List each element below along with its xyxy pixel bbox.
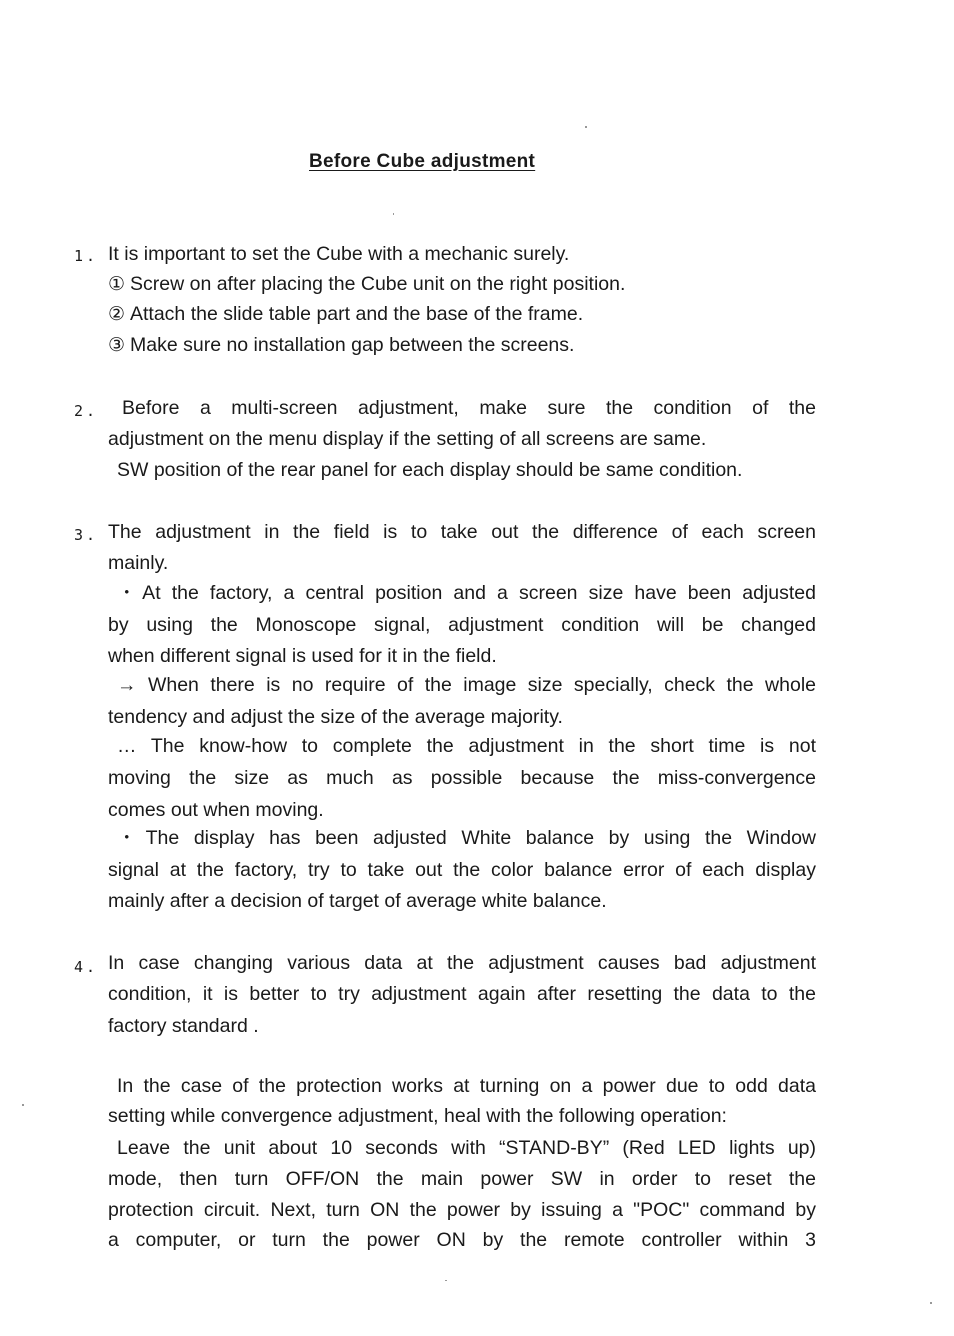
- item-3-line-7: tendency and adjust the size of the average majority.: [108, 706, 563, 728]
- note-line-5: protection circuit. Next, turn ON the power by issuing a "POC" command by: [108, 1199, 816, 1221]
- note-line-3: Leave the unit about 10 seconds with “STAND-BY” (Red LED lights up): [117, 1137, 816, 1159]
- item-3-line-12: signal at the factory, try to take out the color balance error of each display: [108, 859, 816, 881]
- note-line-6: a computer, or turn the power ON by the remote controller within 3: [108, 1229, 816, 1251]
- step-2-text: Attach the slide table part and the base of the frame.: [130, 303, 584, 325]
- note-line-1: In the case of the protection works at turning on a power due to odd data: [117, 1075, 816, 1097]
- item-3-line-10: comes out when moving.: [108, 799, 324, 821]
- item-2-line-2: adjustment on the menu display if the setting of all screens are same.: [108, 428, 707, 450]
- item-3-line-3: ・At the factory, a central position and a screen size have been adjusted: [117, 582, 816, 604]
- item-1-step-1: [108, 269, 816, 300]
- item-2-number: 2.: [74, 402, 99, 420]
- scan-speck: [445, 1280, 447, 1281]
- note-line-2: setting while convergence adjustment, heal with the following operation:: [108, 1105, 727, 1127]
- step-2-marker: ②: [108, 304, 126, 325]
- step-1-marker: ①: [108, 274, 126, 295]
- item-1-step-2: [108, 299, 816, 330]
- item-1-heading: It is important to set the Cube with a mechanic surely.: [108, 243, 570, 265]
- item-4-line-1: In case changing various data at the adjustment causes bad adjustment: [108, 952, 816, 974]
- scan-speck: [393, 213, 394, 215]
- step-1-text: Screw on after placing the Cube unit on the right position.: [130, 273, 626, 295]
- step-3-text: Make sure no installation gap between the screens.: [130, 334, 575, 356]
- scan-speck: [22, 1104, 24, 1106]
- note-line-4: mode, then turn OFF/ON the main power SW in order to reset the: [108, 1168, 816, 1190]
- step-3-marker: ③: [108, 335, 126, 356]
- item-2-line-1: Before a multi-screen adjustment, make sure the condition of the: [122, 397, 816, 419]
- item-2-line-3: SW position of the rear panel for each display should be same condition.: [117, 459, 743, 481]
- item-4-number: 4.: [74, 958, 99, 976]
- item-3-line-9: moving the size as much as possible because the miss-convergence: [108, 767, 816, 789]
- item-4-line-3: factory standard .: [108, 1015, 259, 1037]
- item-3-line-1: The adjustment in the field is to take out the difference of each screen: [108, 521, 816, 543]
- item-4-line-2: condition, it is better to try adjustment again after resetting the data to the: [108, 983, 816, 1005]
- item-3-line-2: mainly.: [108, 552, 169, 574]
- item-3-line-11: ・The display has been adjusted White balance by using the Window: [117, 827, 816, 849]
- item-3-line-4: by using the Monoscope signal, adjustment condition will be changed: [108, 614, 816, 636]
- item-1-number: 1.: [74, 247, 99, 265]
- item-3-line-5: when different signal is used for it in the field.: [108, 645, 497, 667]
- item-3-line-13: mainly after a decision of target of average white balance.: [108, 890, 607, 912]
- page-title: Before Cube adjustment: [309, 151, 536, 172]
- item-3-line-6: → When there is no require of the image size specially, check the whole: [117, 674, 816, 696]
- item-3-line-8: … The know-how to complete the adjustment in the short time is not: [117, 735, 816, 757]
- item-3-number: 3.: [74, 526, 99, 544]
- scan-speck: [585, 126, 587, 128]
- scan-speck: [930, 1302, 932, 1304]
- item-1-step-3: [108, 330, 816, 361]
